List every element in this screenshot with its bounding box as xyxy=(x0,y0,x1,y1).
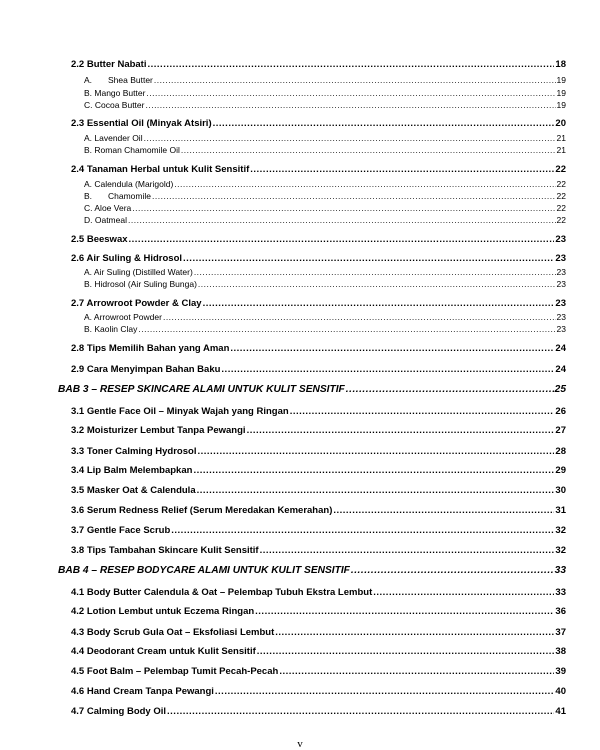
toc-section-2-3[interactable]: 2.3 Essential Oil (Minyak Atsiri) ..... 20 xyxy=(71,118,566,129)
toc-section-4-6[interactable]: 4.6 Hand Cream Tanpa Pewangi ..... 40 xyxy=(71,686,566,697)
toc-section-2-9[interactable]: 2.9 Cara Menyimpan Bahan Baku ..... 24 xyxy=(71,364,566,375)
toc-section-2-5[interactable]: 2.5 Beeswax ..... 23 xyxy=(71,234,566,245)
toc-item-shea-butter[interactable]: A. Shea Butter ..... 19 xyxy=(84,75,566,85)
toc-item-kaolin-clay[interactable]: B. Kaolin Clay ..... 23 xyxy=(84,324,566,334)
toc-item-roman-chamomile-oil[interactable]: B. Roman Chamomile Oil ..... 21 xyxy=(84,145,566,155)
toc-section-2-8[interactable]: 2.8 Tips Memilih Bahan yang Aman ..... 24 xyxy=(71,343,566,354)
toc-item-cocoa-butter[interactable]: C. Cocoa Butter ..... 19 xyxy=(84,100,566,110)
toc-section-2-6[interactable]: 2.6 Air Suling & Hidrosol ..... 23 xyxy=(71,253,566,264)
toc-item-arrowroot-powder[interactable]: A. Arrowroot Powder ..... 23 xyxy=(84,312,566,322)
toc-section-4-2[interactable]: 4.2 Lotion Lembut untuk Eczema Ringan ..... 36 xyxy=(71,606,566,617)
toc-section-4-7[interactable]: 4.7 Calming Body Oil ..... 41 xyxy=(71,706,566,717)
toc-item-oatmeal[interactable]: D. Oatmeal ..... 22 xyxy=(84,215,566,225)
toc-item-hidrosol[interactable]: B. Hidrosol (Air Suling Bunga) ..... 23 xyxy=(84,279,566,289)
toc-chapter-bab-4[interactable]: BAB 4 – RESEP BODYCARE ALAMI UNTUK KULIT SENSITIF ..... 33 xyxy=(58,565,566,576)
toc-section-2-7[interactable]: 2.7 Arrowroot Powder & Clay ..... 23 xyxy=(71,298,566,309)
toc-chapter-bab-3[interactable]: BAB 3 – RESEP SKINCARE ALAMI UNTUK KULIT SENSITIF ..... 25 xyxy=(58,384,566,395)
toc-section-4-1[interactable]: 4.1 Body Butter Calendula & Oat – Pelembap Tubuh Ekstra Lembut ..... 33 xyxy=(71,587,566,598)
toc-item-lavender-oil[interactable]: A. Lavender Oil ..... 21 xyxy=(84,133,566,143)
toc-section-3-2[interactable]: 3.2 Moisturizer Lembut Tanpa Pewangi ..... 27 xyxy=(71,425,566,436)
toc-item-chamomile[interactable]: B. Chamomile ..... 22 xyxy=(84,191,566,201)
toc-section-3-1[interactable]: 3.1 Gentle Face Oil – Minyak Wajah yang Ringan ..... 26 xyxy=(71,406,566,417)
toc-section-4-3[interactable]: 4.3 Body Scrub Gula Oat – Eksfoliasi Lembut ..... 37 xyxy=(71,627,566,638)
toc-item-calendula[interactable]: A. Calendula (Marigold) ..... 22 xyxy=(84,179,566,189)
toc-section-4-5[interactable]: 4.5 Foot Balm – Pelembap Tumit Pecah-Pecah ..... 39 xyxy=(71,666,566,677)
toc-section-4-4[interactable]: 4.4 Deodorant Cream untuk Kulit Sensitif ..... 38 xyxy=(71,646,566,657)
toc-item-mango-butter[interactable]: B. Mango Butter ..... 19 xyxy=(84,88,566,98)
toc-section-3-3[interactable]: 3.3 Toner Calming Hydrosol ..... 28 xyxy=(71,446,566,457)
toc-item-aloe-vera[interactable]: C. Aloe Vera ..... 22 xyxy=(84,203,566,213)
toc-section-2-2[interactable]: 2.2 Butter Nabati ..... 18 xyxy=(71,59,566,70)
toc-section-3-5[interactable]: 3.5 Masker Oat & Calendula ..... 30 xyxy=(71,485,566,496)
toc-section-2-4[interactable]: 2.4 Tanaman Herbal untuk Kulit Sensitif ..... 22 xyxy=(71,164,566,175)
page-number: v xyxy=(297,738,303,750)
toc-item-air-suling[interactable]: A. Air Suling (Distilled Water) ..... 23 xyxy=(84,267,566,277)
toc-section-3-8[interactable]: 3.8 Tips Tambahan Skincare Kulit Sensitif ..... 32 xyxy=(71,545,566,556)
toc-section-3-4[interactable]: 3.4 Lip Balm Melembapkan ..... 29 xyxy=(71,465,566,476)
toc-section-3-7[interactable]: 3.7 Gentle Face Scrub ..... 32 xyxy=(71,525,566,536)
toc-section-3-6[interactable]: 3.6 Serum Redness Relief (Serum Meredakan Kemerahan) ..... 31 xyxy=(71,505,566,516)
